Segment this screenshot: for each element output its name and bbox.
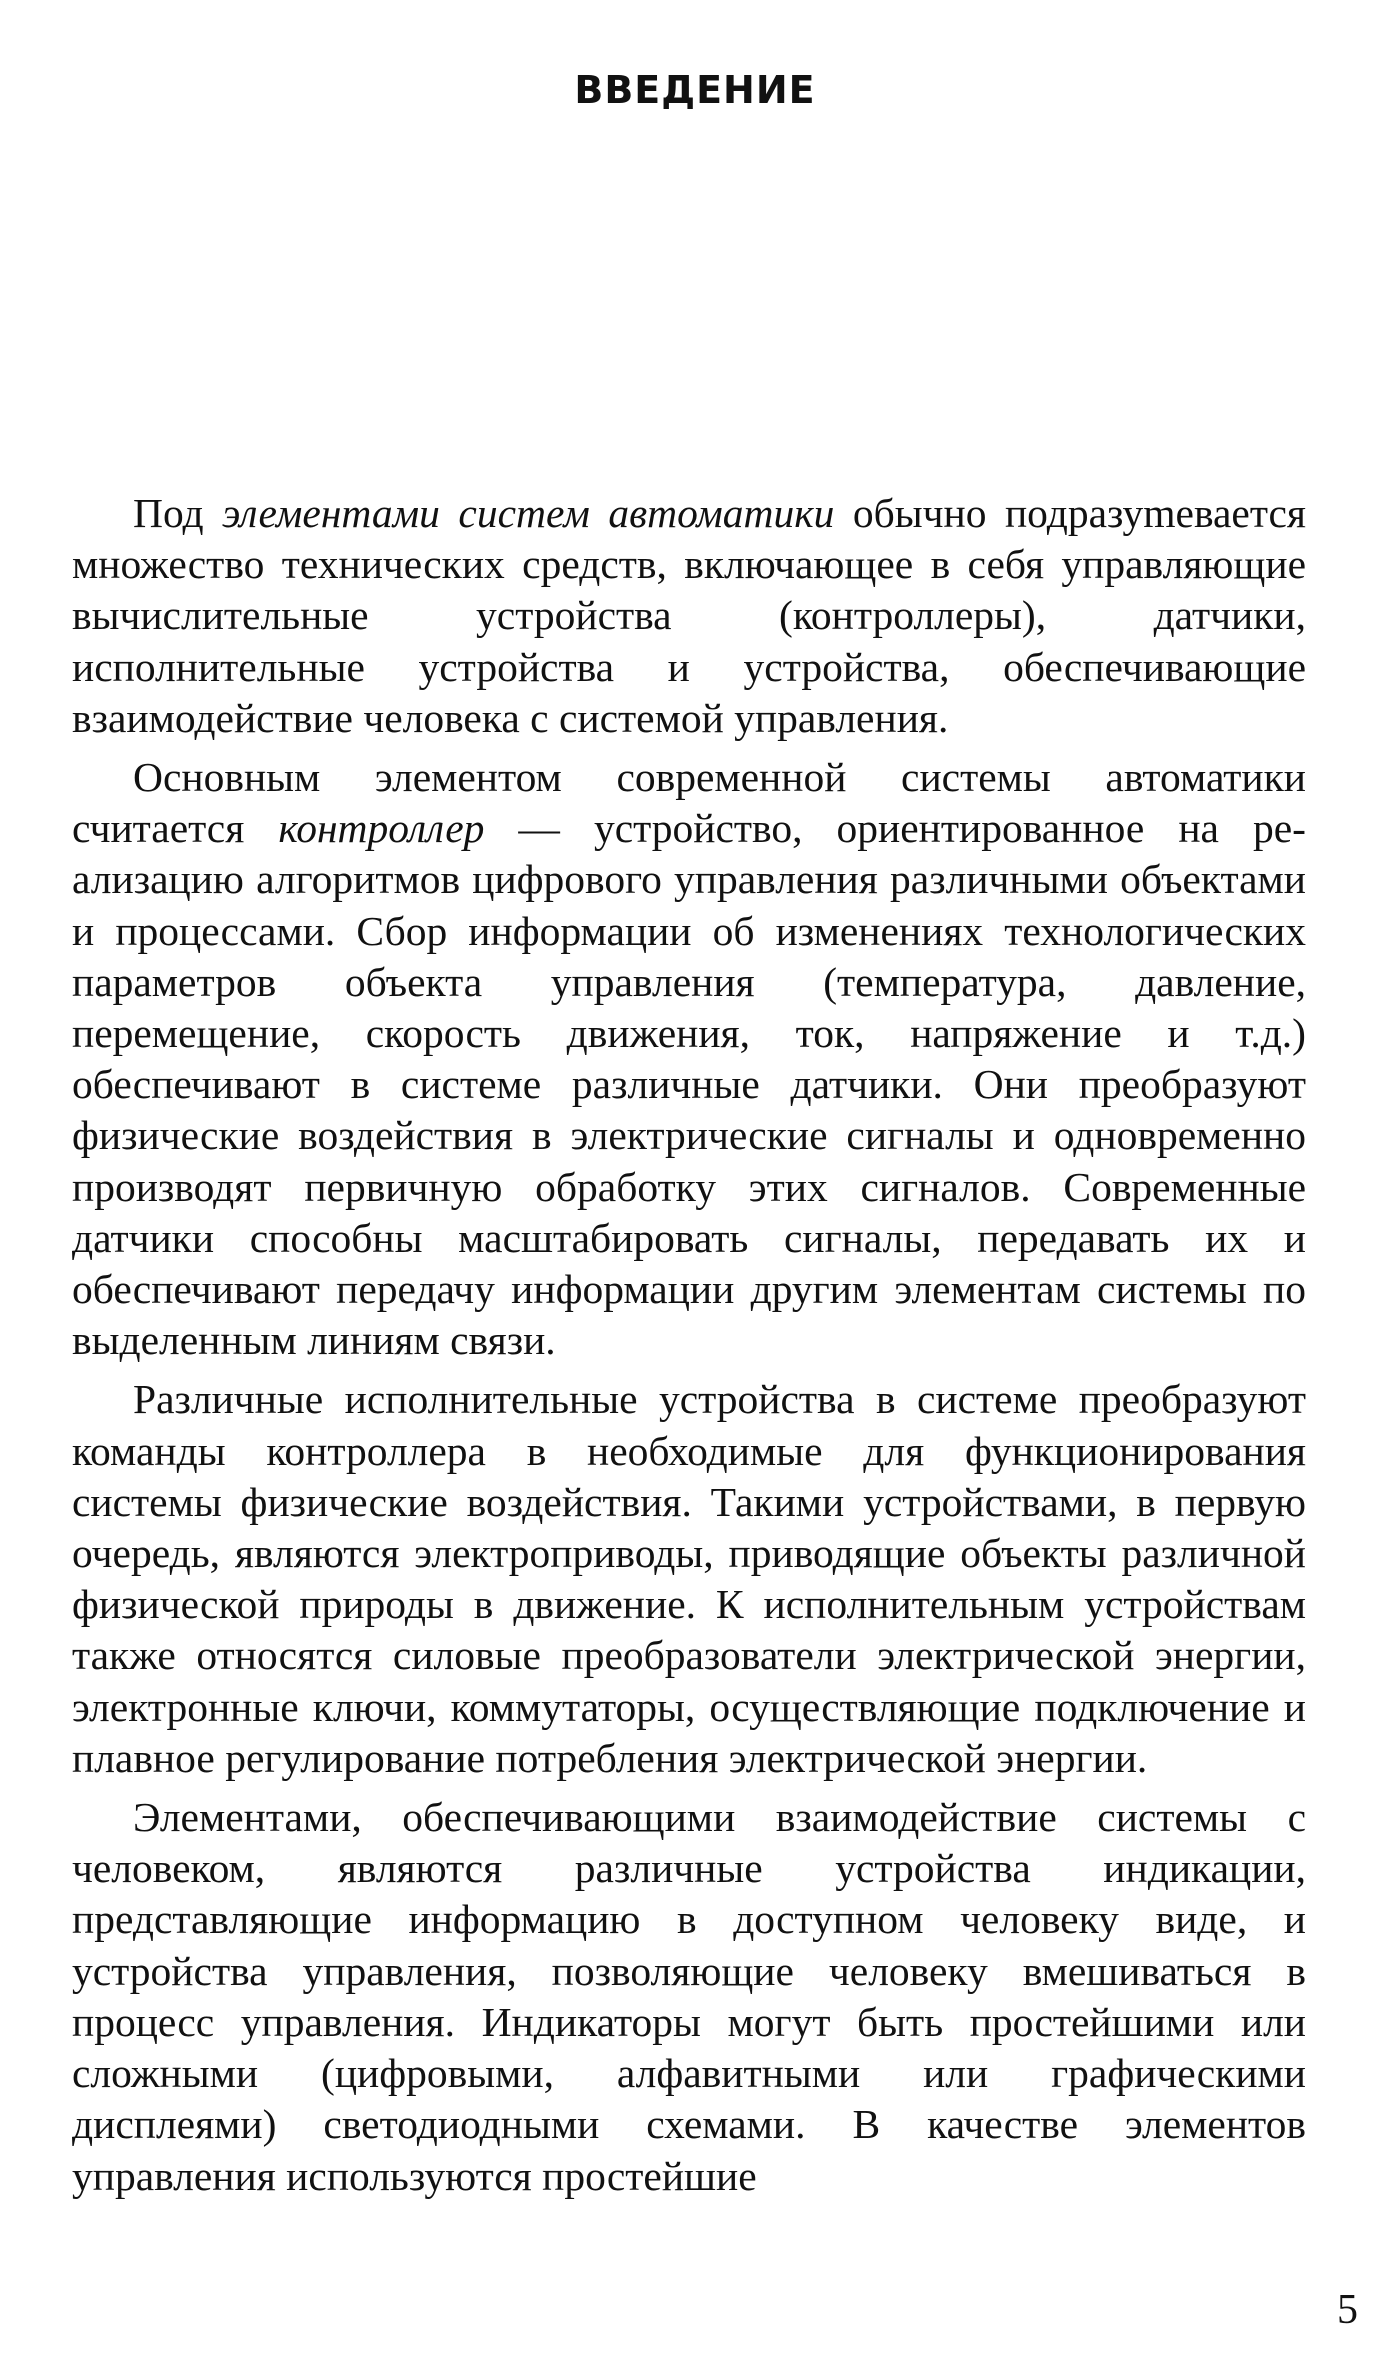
paragraph-2 [72,752,1306,1366]
paragraph-1-lead: Под [133,490,223,536]
paragraph-4: Элементами, обеспечивающими взаимодействие системы с человеком, являются различные устройства индикации, представляющие информацию в доступном человеку виде, и устройства управления, позволяющие человеку вмешиваться в процесс управления. Индикаторы могут быть простейшими или сложными (цифровыми, алфавитными или графическими дисплеями) светодиодными схемами. В качестве элементов управления используются простейшие [72,1794,1306,2199]
paragraph-1 [72,488,1306,744]
chapter-heading: ВВЕДЕНИЕ [574,68,816,112]
paragraph-3: Различные исполнительные устройства в системе преобразуют команды контроллера в необходимые для функционирования системы физические воздействия. Такими устройствами, в первую очередь, являются электроприводы, приводящие объекты различной физической природы в движение. К исполнительным устройствам также относятся силовые преобразователи электрической энергии, электронные ключи, коммутаторы, осуществляющие подключение и плавное регулирование потребления электрической энергии. [72,1376,1306,1781]
body-text [72,488,1306,2210]
paragraph-2-lead: Основным элементом современной системы автоматики считается [72,754,1306,852]
paragraph-1-rest: обычно подразуmевается множество технических средств, включающее в себя управляющие вычислительные устройства (контроллеры), датчики, исполнительные устройства и устройства, обеспечивающие взаимодействие человека с системой управления. [72,490,1307,741]
page-number: 5 [1337,2287,1358,2333]
paragraph-1-term: элементами систем автоматики [222,490,835,536]
paragraph-2-rest: — устройство, ориентированное на реализацию алгоритмов цифрового управления различными объектами и процессами. Сбор информации об изменениях технологических параметров объекта управления (температура, давление, перемещение, скорость движения, ток, напряжение и т.д.) обеспечивают в системе различные датчики. Они преобразуют физические воздействия в электрические сигналы и одновременно производят первичную обработку этих сигналов. Современные датчики способны масштабировать сигналы, передавать их и обеспечивают передачу информации другим элементам системы по выделенным линиям связи. [72,805,1306,1364]
paragraph-2-term: контроллер [278,805,485,852]
